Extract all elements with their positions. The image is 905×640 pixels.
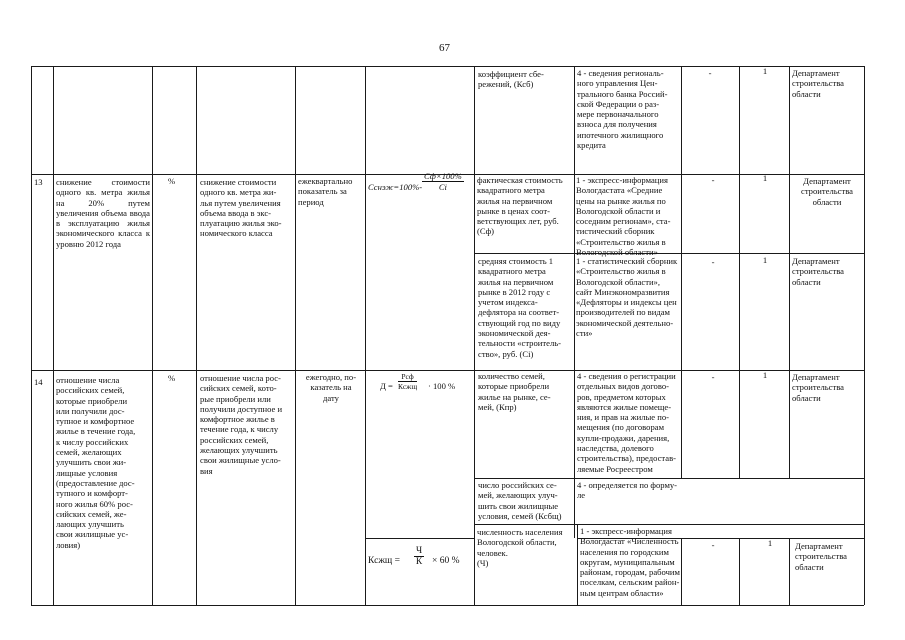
row14-unit: % [168,373,176,383]
cont-method: - [708,68,712,78]
row13-periodicity: ежеквартально показатель за период [298,176,353,207]
col-border-11 [864,66,865,605]
row14-periodicity: ежегодно, по- казатель на дату [305,372,357,403]
col-border-5 [365,66,366,605]
cont-indicator: коэффициент сбе- режений, (Ксб) [478,69,544,90]
row14-sub-divider-1 [474,478,864,479]
row13-formula-lhs: Сснэж=100%- [368,182,423,192]
row13-sub1-responsible: Департамент строительства области [801,176,853,207]
row13-sub1-indicator: фактическая стоимость квадратного метра жилья на первичном рынке в ценах соот- ветствующих лет, руб. (Сф) [477,175,563,237]
row14-sub2-source: 4 - определяется по форму- ле [577,480,678,501]
row14-sub-divider-2 [474,524,864,525]
col-border-1 [53,66,54,605]
row13-sub2-method: - [711,257,715,267]
row13-sub1-source: 1 - экспресс-информация Вологдастата «Средние цены на рынке жилья по Вологодской области и соседним регионам», ста- тистический сборник «Строительство жилья в Вологодской области» [576,175,671,258]
col-border-7b [577,524,578,605]
row14-formula1-lhs: Д = [380,381,393,391]
col-border-3 [196,66,197,605]
cont-responsible: Департамент строительства области [792,68,844,99]
col-border-10 [789,66,790,478]
row13-name: снижение стоимости одного кв. метра жилья на 20% путем увеличения объема ввода в эксплуатацию жилья экономического класса к уровню 2012 года [56,177,150,249]
row13-sub1-type: 1 [762,173,768,183]
row14-sub1-indicator: количество семей, которые приобрели жилье на рынке, се- мей, (Кпр) [478,371,551,412]
row13-sub2-type: 1 [762,255,768,265]
col-border-0 [31,66,32,605]
row14-definition: отношение числа рос- сийских семей, кото- рые приобрели или получили доступное и комфортное жилье в течение года, к числу российских семей, желающих улучшить свои жилищные усло- вия [200,373,283,476]
row14-formula2-denominator: К [415,557,423,567]
col-border-9 [739,66,740,478]
row13-unit: % [168,176,176,186]
row13-sub2-responsible: Департамент строительства области [792,256,844,287]
row13-formula-fraction [422,171,464,192]
row14-formula-divider [365,538,474,539]
row13-formula-numerator: Сф×100% [424,171,462,181]
row13-sub2-indicator: средняя стоимость 1 квадратного метра жилья на первичном рынке в 2012 году с учетом индекса- дефлятора на соответ- ствующий год по виду экономической дея- тельности «строитель- ство», руб. (Сi) [478,256,562,359]
cont-type: 1 [762,66,768,76]
row13-formula-denominator: Сi [438,182,447,192]
row14-sub3-method: - [711,540,715,550]
row14-sub3-indicator: численность населения Вологодской области, человек. (Ч) [477,527,563,568]
row14-sub3-responsible: Департамент строительства области [795,541,847,572]
row13-sub2-source: 1 - статистический сборник «Строительство жилья в Вологодской области», сайт Минэкономразвития «Дефляторы и индексы цен производителей по видам экономической деятельно- сти» [576,256,678,339]
row14-sub1-responsible: Департамент строительства области [792,372,844,403]
row14-sub1-method: - [711,372,715,382]
row14-formula2-rhs: × 60 % [432,556,460,566]
cont-source: 4 - сведения региональ- ного управления Цен- трального банка Россий- ской Федерации о раз- мере первоначального взноса для получения ипотечного жилищного кредита [577,68,668,151]
row13-sub1-method: - [711,175,715,185]
row13-number: 13 [34,177,43,187]
row14-sub1-source: 4 - сведения о регистрации отдельных видов догово- ров, предметом которых являются жилые помеще- ния, и прав на жилые по- мещения (по договорам купли-продажи, дарения, наследства, долевого строительства), предостав- ляемые Росреестром [577,371,677,474]
col-border-2 [152,66,153,605]
col-border-10b [789,538,790,605]
row13-definition: снижение стоимости одного кв. метра жи- лья путем увеличения объема ввода в экс- плуатацию жилья эко- номического класса [200,177,282,239]
col-border-7 [574,66,575,538]
row14-number: 14 [34,377,43,387]
row14-name: отношение числа российских семей, которые приобрели или получили дос- тупное и комфортное жилье в течение года, к числу российских семей, желающих улучшить свои жи- лищные условия (предоставление дос- тупного и комфорт- ного жилья 60% рос- сийских семей, же- лающих улучшить свои жилищные ус- ловия) [56,375,136,550]
page-number: 67 [439,42,450,54]
col-border-6 [474,66,475,605]
row14-formula2-numerator: Ч [416,546,423,556]
row14-formula2-lhs: Ксжщ = [368,556,400,566]
col-border-4 [295,66,296,605]
row14-formula2-fraction [414,546,424,567]
row14-formula1-denominator: Ксжщ [398,382,418,391]
col-border-8 [681,66,682,478]
row14-formula1-rhs: · 100 % [428,381,456,391]
col-border-9b [739,538,740,605]
table-bottom-border [31,605,864,606]
row14-sub2-indicator: число российских се- мей, желающих улуч- шить свои жилищные условия, семей (Ксбщ) [478,480,562,521]
row14-formula1-fraction [398,372,417,391]
row14-sub3-type: 1 [767,538,773,548]
row14-sub3-source: 1 - экспресс-информация Вологдастат «Численность населения по городским округам, муниципальным районам, городам, рабочим поселкам, сельским район- ным центрам области» [580,526,680,598]
row14-formula1-numerator: Рсф [398,372,417,382]
row14-sub1-type: 1 [762,370,768,380]
